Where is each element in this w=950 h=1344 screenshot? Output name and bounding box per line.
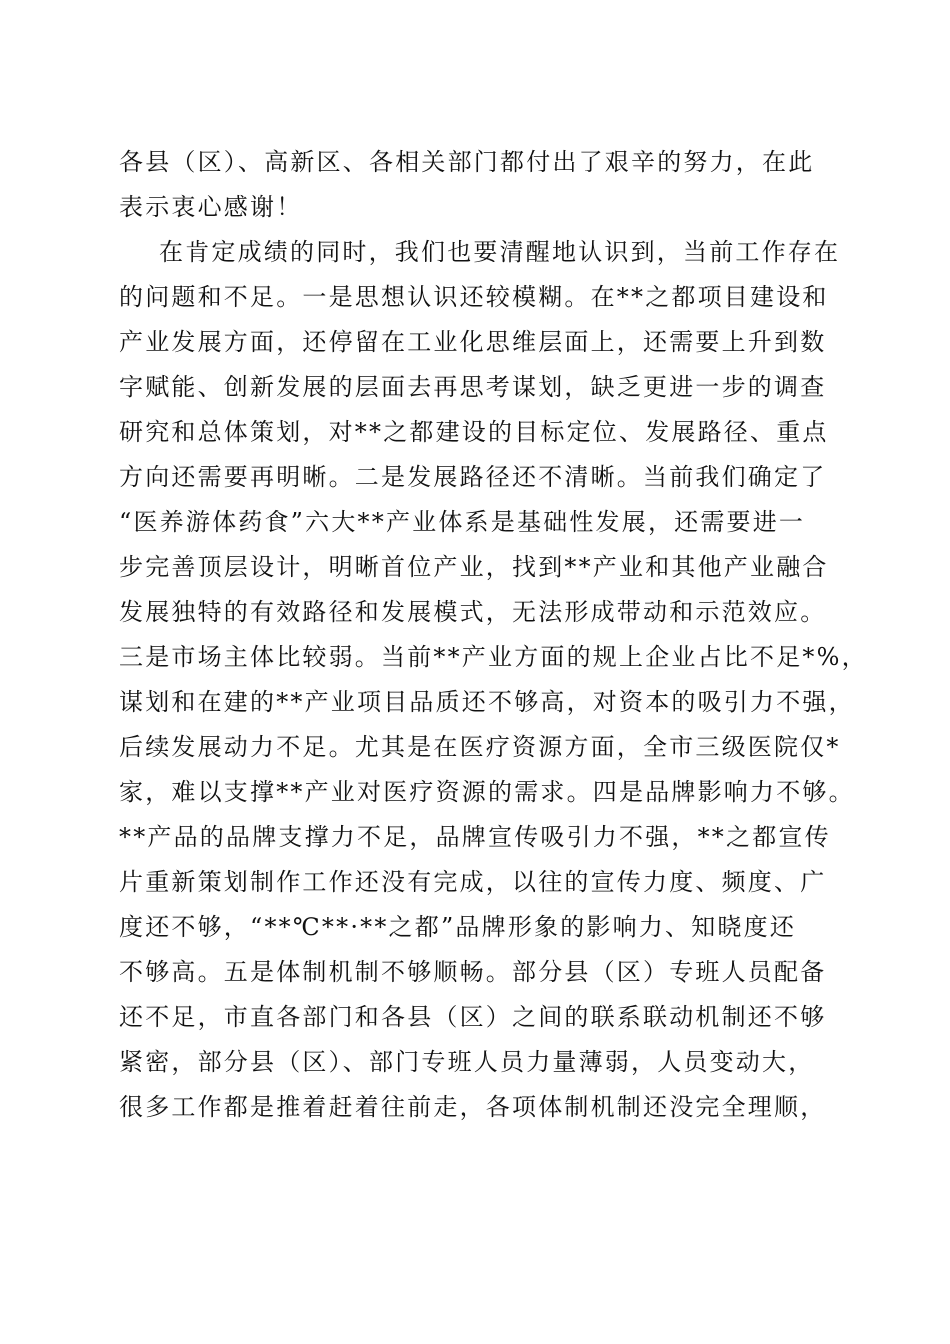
text-line: 家，难以支撑**产业对医疗资源的需求。四是品牌影响力不够。: [119, 778, 855, 806]
text-line: 步完善顶层设计，明晰首位产业，找到**产业和其他产业融合: [119, 553, 829, 581]
text-line: 不够高。五是体制机制不够顺畅。部分县（区）专班人员配备: [119, 958, 827, 986]
text-line: 度还不够，“**℃**·**之都”品牌形象的影响力、知晓度还: [119, 913, 797, 941]
text-line: 后续发展动力不足。尤其是在医疗资源方面，全市三级医院仅*: [119, 733, 841, 761]
text-line: 表示衷心感谢！: [119, 193, 303, 221]
text-line: 各县（区）、高新区、各相关部门都付出了艰辛的努力，在此: [119, 148, 815, 176]
text-line: 产业发展方面，还停留在工业化思维层面上，还需要上升到数: [119, 328, 827, 356]
text-line: 研究和总体策划，对**之都建设的目标定位、发展路径、重点: [119, 418, 829, 446]
text-line: “医养游体药食”六大**产业体系是基础性发展，还需要进一: [119, 508, 806, 536]
text-line: 三是市场主体比较弱。当前**产业方面的规上企业占比不足*%，: [119, 643, 868, 671]
text-line: 谋划和在建的**产业项目品质还不够高，对资本的吸引力不强，: [119, 688, 855, 716]
text-line: 紧密，部分县（区）、部门专班人员力量薄弱，人员变动大，: [119, 1048, 815, 1076]
text-line: 还不足，市直各部门和各县（区）之间的联系联动机制还不够: [119, 1003, 827, 1031]
text-line: 片重新策划制作工作还没有完成，以往的宣传力度、频度、广: [119, 868, 827, 896]
text-line: 方向还需要再明晰。二是发展路径还不清晰。当前我们确定了: [119, 463, 827, 491]
text-line: 发展独特的有效路径和发展模式，无法形成带动和示范效应。: [119, 598, 827, 626]
text-line: 字赋能、创新发展的层面去再思考谋划，缺乏更进一步的调查: [119, 373, 827, 401]
text-line: 的问题和不足。一是思想认识还较模糊。在**之都项目建设和: [119, 283, 829, 311]
paragraph-first-line: 在肯定成绩的同时，我们也要清醒地认识到，当前工作存在: [159, 238, 841, 266]
text-line: 很多工作都是推着赶着往前走，各项体制机制还没完全理顺，: [119, 1093, 827, 1121]
text-line: **产品的品牌支撑力不足，品牌宣传吸引力不强，**之都宣传: [119, 823, 831, 851]
